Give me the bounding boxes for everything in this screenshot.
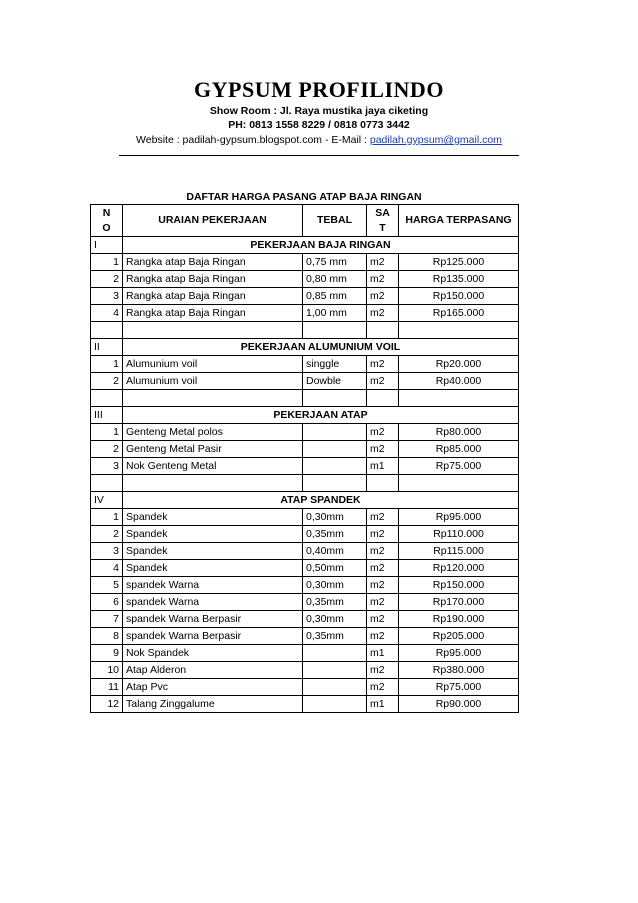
row-uraian: Spandek <box>123 543 303 560</box>
row-number: 9 <box>91 645 123 662</box>
row-tebal: 0,30mm <box>303 577 367 594</box>
row-uraian: Rangka atap Baja Ringan <box>123 288 303 305</box>
row-number: 1 <box>91 254 123 271</box>
phone-numbers: PH: 0813 1558 8229 / 0818 0773 3442 <box>228 119 410 131</box>
empty-cell <box>91 390 123 407</box>
row-harga: Rp75.000 <box>399 679 519 696</box>
row-number: 2 <box>91 526 123 543</box>
row-tebal <box>303 696 367 713</box>
row-tebal: 0,35mm <box>303 594 367 611</box>
table-header-row <box>91 205 519 237</box>
row-uraian: Genteng Metal polos <box>123 424 303 441</box>
row-tebal: singgle <box>303 356 367 373</box>
section-row <box>91 407 519 424</box>
row-satuan: m2 <box>367 254 399 271</box>
row-uraian: Nok Genteng Metal <box>123 458 303 475</box>
table-row <box>91 594 519 611</box>
row-uraian: Genteng Metal Pasir <box>123 441 303 458</box>
row-satuan: m2 <box>367 560 399 577</box>
row-tebal <box>303 679 367 696</box>
row-satuan: m2 <box>367 526 399 543</box>
row-tebal: 0,30mm <box>303 611 367 628</box>
row-uraian: Rangka atap Baja Ringan <box>123 254 303 271</box>
empty-cell <box>123 322 303 339</box>
row-number: 1 <box>91 509 123 526</box>
col-header-sat: SA T <box>367 205 399 237</box>
table-row <box>91 577 519 594</box>
header-divider <box>119 155 519 156</box>
row-satuan: m2 <box>367 594 399 611</box>
row-uraian: Spandek <box>123 526 303 543</box>
row-satuan: m2 <box>367 509 399 526</box>
row-satuan: m1 <box>367 645 399 662</box>
spacer-row <box>91 322 519 339</box>
spacer-row <box>91 475 519 492</box>
row-tebal: 0,75 mm <box>303 254 367 271</box>
row-satuan: m2 <box>367 543 399 560</box>
row-harga: Rp95.000 <box>399 645 519 662</box>
row-harga: Rp20.000 <box>399 356 519 373</box>
col-header-tebal: TEBAL <box>303 205 367 237</box>
table-row <box>91 424 519 441</box>
table-row <box>91 543 519 560</box>
row-uraian: spandek Warna Berpasir <box>123 611 303 628</box>
row-harga: Rp90.000 <box>399 696 519 713</box>
row-harga: Rp120.000 <box>399 560 519 577</box>
company-name: GYPSUM PROFILINDO <box>194 77 444 102</box>
row-tebal: 0,50mm <box>303 560 367 577</box>
row-tebal <box>303 441 367 458</box>
row-harga: Rp115.000 <box>399 543 519 560</box>
empty-cell <box>91 475 123 492</box>
table-row <box>91 458 519 475</box>
row-uraian: Nok Spandek <box>123 645 303 662</box>
empty-cell <box>367 475 399 492</box>
empty-cell <box>399 322 519 339</box>
row-number: 3 <box>91 458 123 475</box>
row-harga: Rp165.000 <box>399 305 519 322</box>
row-tebal: 0,85 mm <box>303 288 367 305</box>
row-number: 4 <box>91 560 123 577</box>
empty-cell <box>303 475 367 492</box>
row-harga: Rp125.000 <box>399 254 519 271</box>
empty-cell <box>123 390 303 407</box>
row-tebal: 0,40mm <box>303 543 367 560</box>
price-list-title: DAFTAR HARGA PASANG ATAP BAJA RINGAN <box>186 191 422 203</box>
row-tebal <box>303 424 367 441</box>
empty-cell <box>399 475 519 492</box>
row-satuan: m2 <box>367 288 399 305</box>
row-tebal <box>303 458 367 475</box>
section-row <box>91 237 519 254</box>
row-tebal: Dowble <box>303 373 367 390</box>
row-uraian: spandek Warna <box>123 594 303 611</box>
table-row <box>91 645 519 662</box>
table-row <box>91 662 519 679</box>
empty-cell <box>367 322 399 339</box>
row-harga: Rp150.000 <box>399 577 519 594</box>
row-number: 2 <box>91 271 123 288</box>
price-table <box>90 204 519 713</box>
row-number: 3 <box>91 288 123 305</box>
row-satuan: m2 <box>367 577 399 594</box>
row-number: 2 <box>91 441 123 458</box>
row-satuan: m2 <box>367 373 399 390</box>
row-harga: Rp135.000 <box>399 271 519 288</box>
row-uraian: Atap Pvc <box>123 679 303 696</box>
row-number: 2 <box>91 373 123 390</box>
table-row <box>91 628 519 645</box>
table-row <box>91 305 519 322</box>
row-uraian: Rangka atap Baja Ringan <box>123 305 303 322</box>
empty-cell <box>91 322 123 339</box>
row-satuan: m2 <box>367 662 399 679</box>
row-harga: Rp40.000 <box>399 373 519 390</box>
row-satuan: m2 <box>367 305 399 322</box>
row-uraian: Spandek <box>123 560 303 577</box>
empty-cell <box>367 390 399 407</box>
table-row <box>91 509 519 526</box>
row-harga: Rp190.000 <box>399 611 519 628</box>
section-title: ATAP SPANDEK <box>123 492 519 509</box>
row-harga: Rp170.000 <box>399 594 519 611</box>
empty-cell <box>399 390 519 407</box>
row-uraian: spandek Warna <box>123 577 303 594</box>
table-row <box>91 560 519 577</box>
table-row <box>91 679 519 696</box>
row-harga: Rp75.000 <box>399 458 519 475</box>
row-number: 1 <box>91 356 123 373</box>
table-row <box>91 611 519 628</box>
table-row <box>91 441 519 458</box>
col-header-uraian: URAIAN PEKERJAAN <box>123 205 303 237</box>
row-satuan: m2 <box>367 356 399 373</box>
row-tebal: 0,35mm <box>303 526 367 543</box>
row-number: 5 <box>91 577 123 594</box>
row-harga: Rp80.000 <box>399 424 519 441</box>
row-number: 7 <box>91 611 123 628</box>
table-row <box>91 373 519 390</box>
section-number: I <box>91 237 123 254</box>
table-row <box>91 271 519 288</box>
row-uraian: Rangka atap Baja Ringan <box>123 271 303 288</box>
row-harga: Rp380.000 <box>399 662 519 679</box>
row-tebal: 0,80 mm <box>303 271 367 288</box>
section-number: II <box>91 339 123 356</box>
row-number: 6 <box>91 594 123 611</box>
email-link[interactable]: padilah.gypsum@gmail.com <box>369 134 502 146</box>
table-row <box>91 288 519 305</box>
row-number: 3 <box>91 543 123 560</box>
col-header-no: N O <box>91 205 123 237</box>
showroom-address: Show Room : Jl. Raya mustika jaya ciketing <box>209 105 429 117</box>
row-number: 11 <box>91 679 123 696</box>
row-satuan: m2 <box>367 271 399 288</box>
letterhead <box>0 78 638 148</box>
row-satuan: m1 <box>367 696 399 713</box>
row-harga: Rp85.000 <box>399 441 519 458</box>
section-title: PEKERJAAN ATAP <box>123 407 519 424</box>
section-number: IV <box>91 492 123 509</box>
row-tebal <box>303 662 367 679</box>
row-satuan: m2 <box>367 441 399 458</box>
spacer-row <box>91 390 519 407</box>
row-harga: Rp110.000 <box>399 526 519 543</box>
row-tebal <box>303 645 367 662</box>
row-satuan: m1 <box>367 458 399 475</box>
row-harga: Rp205.000 <box>399 628 519 645</box>
row-satuan: m2 <box>367 628 399 645</box>
row-uraian: Spandek <box>123 509 303 526</box>
row-satuan: m2 <box>367 611 399 628</box>
table-row <box>91 254 519 271</box>
row-uraian: spandek Warna Berpasir <box>123 628 303 645</box>
section-title: PEKERJAAN ALUMUNIUM VOIL <box>123 339 519 356</box>
col-header-harga: HARGA TERPASANG <box>399 205 519 237</box>
row-number: 4 <box>91 305 123 322</box>
empty-cell <box>123 475 303 492</box>
row-harga: Rp95.000 <box>399 509 519 526</box>
row-uraian: Atap Alderon <box>123 662 303 679</box>
table-row <box>91 526 519 543</box>
row-uraian: Alumunium voil <box>123 356 303 373</box>
empty-cell <box>303 322 367 339</box>
row-number: 12 <box>91 696 123 713</box>
website-text: Website : padilah-gypsum.blogspot.com - E-Mail : <box>136 134 370 146</box>
row-satuan: m2 <box>367 424 399 441</box>
table-row <box>91 356 519 373</box>
empty-cell <box>303 390 367 407</box>
row-number: 10 <box>91 662 123 679</box>
row-tebal: 0,30mm <box>303 509 367 526</box>
row-tebal: 1,00 mm <box>303 305 367 322</box>
section-number: III <box>91 407 123 424</box>
row-satuan: m2 <box>367 679 399 696</box>
row-number: 8 <box>91 628 123 645</box>
row-tebal: 0,35mm <box>303 628 367 645</box>
section-row <box>91 492 519 509</box>
table-row <box>91 696 519 713</box>
row-uraian: Alumunium voil <box>123 373 303 390</box>
section-title: PEKERJAAN BAJA RINGAN <box>123 237 519 254</box>
row-harga: Rp150.000 <box>399 288 519 305</box>
contact-line <box>0 132 638 148</box>
row-number: 1 <box>91 424 123 441</box>
row-uraian: Talang Zinggalume <box>123 696 303 713</box>
section-row <box>91 339 519 356</box>
